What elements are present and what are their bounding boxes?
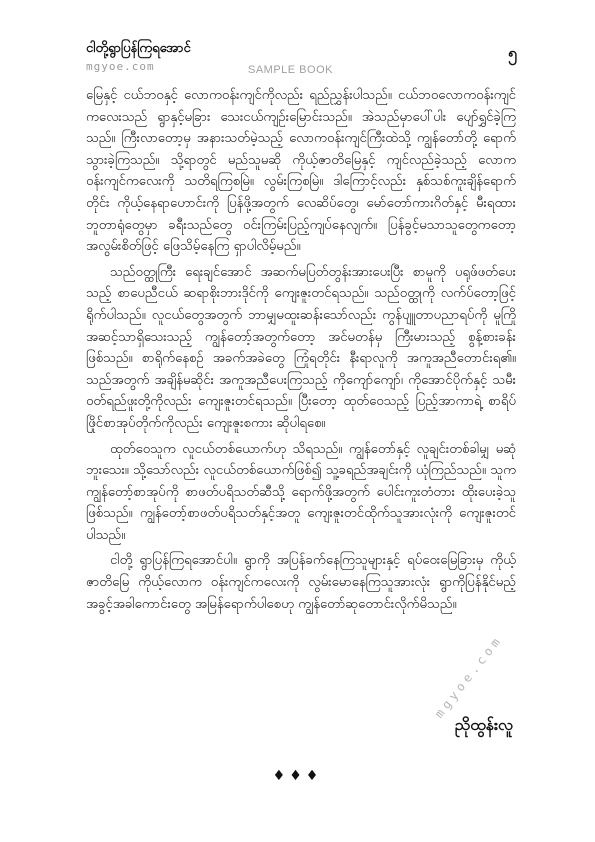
page-number: ၅ xyxy=(508,43,517,62)
paragraph-3: ထုတ်ဝေသူက လူငယ်တစ်ယောက်ဟု သိရသည်။ ကျွန်တော်နှင့် လူချင်းတစ်ခါမျှ မဆုံဘူးသေး။ သို့သော်လည်း လူငယ်တစ်ယောက်ဖြစ်၍ သူ့ခရည်အချင်းကို ယုံကြည်သည်။ သူက ကျွန်တော့်စာအုပ်ကို စာဖတ်ပရိသတ်ဆီသို့ ရောက်ဖို့အတွက် ပေါင်းကူးတံတား ထိုးပေးခဲ့သူဖြစ်သည်။ ကျွန်တော့်စာဖတ်ပရိသတ်နှင့်အတူ ကျေးဇူးတင်ထိုက်သူအားလုံးကို ကျေးဇူးတင်ပါသည်။ xyxy=(86,441,516,543)
sample-book-label: SAMPLE BOOK xyxy=(248,64,333,76)
author-signature: ညိုထွန်းလူ xyxy=(454,715,513,734)
body-text xyxy=(86,85,516,619)
paragraph-2: သည်ဝတ္ထုကြီး ရေးချင်အောင် အဆက်မပြတ်တွန်းအားပေးပြီး စာမူကို ပရုဖ်ဖတ်ပေးသည့် စာပေညီငယ် ဆရာစိုးဘားဒိုင်ကို ကျေးဇူးတင်ရသည်။ သည်ဝတ္ထုကို လက်ပ်တော့ဖြင့် ရိုက်ပါသည်။ လူငယ်တွေအတွက် ဘာမျှမထူးဆန်းသော်လည်း ကွန်ပျူတာပညာရပ်ကို မူကြိုအဆင့်သာရှိသေးသည့် ကျွန်တော့်အတွက်တော့ အင်မတန်မှ ကြီးမားသည့် စွန့်စားခန်းဖြစ်သည်။ စာရိုက်နေစဉ် အခက်အခဲတွေ ကြုံရတိုင်း နီးရာလူကို အကူအညီတောင်းရ၏။ သည်အတွက် အချိန်မဆိုင်း အကူအညီပေးကြသည့် ကိုကျော်ကျော်၊ ကိုအောင်ပိုက်နှင့် သမီးဝတ်ရည်ဖူးတို့ကိုလည်း ကျေးဇူးတင်ရသည်။ ပြီးတော့ ထုတ်ဝေသည့် ပြည့်အာကာရဲ့ စာရိပ်ဖြိုင်စာအုပ်တိုက်ကိုလည်း ကျေးဇူးစကား ဆိုပါရစေ။ xyxy=(86,264,516,431)
section-ornament: ♦♦♦ xyxy=(272,768,323,784)
watermark-diagonal: mgyoe.com xyxy=(432,632,506,721)
paragraph-1: မြေနှင့် ငယ်ဘဝနှင့် လောကဝန်းကျင်ကိုလည်း ရည်ညွှန်းပါသည်။ ငယ်ဘဝလောကဝန်းကျင်ကလေးသည် ရွာနှင့်မခြား သေးငယ်ကျဉ်းမြောင်းသည်။ အဲသည်မှာပေါ်ပါး ပျော်ရွှင်ခဲ့ကြသည်။ ကြီးလာတော့မှ အနားသတ်မဲ့သည့် လောကဝန်းကျင်ကြီးထဲသို့ ကျွန်တော်တို့ ရောက်သွားခဲ့ကြသည်။ သို့ရာတွင် မည်သူမဆို ကိုယ့်ဇာတိမြေနှင့် ကျင်လည်ခဲ့သည့် လောကဝန်းကျင်ကလေးကို သတိရကြစမြဲ။ လွမ်းကြစမြဲ။ ဒါကြောင့်လည်း နှစ်သစ်ကူးချိန်ရောက်တိုင်း ကိုယ့်နေရာဟောင်းကို ပြန်ဖို့အတွက် လေဆိပ်တွေ၊ မော်တော်ကားဂိတ်နှင့် မီးရထားဘူတာရုံတွေမှာ ခရီးသည်တွေ ဝင်းကြမ်းပြည့်ကျပ်နေလျက်။ ပြန်ခွင့်မသာသူတွေကတော့ အလွမ်းစိတ်ဖြင့် ဖြေသိမ့်နေကြ ရှာပါလိမ့်မည်။ xyxy=(86,88,516,255)
watermark-top: mgyoe.com xyxy=(86,60,155,73)
running-title: ငါတို့ရွာပြန်ကြရအောင် xyxy=(86,41,191,56)
paragraph-4: ငါတို့ ရွာပြန်ကြရအောင်ပါ။ ရွာကို အပြန်ခက်နေကြသူများနှင့် ရပ်ဝေးမြေခြားမှ ကိုယ့်ဇာတိမြေ ကိုယ့်လောက ဝန်းကျင်ကလေးကို လွမ်းမောနေကြသူအားလုံး ရွာကိုပြန်နိုင်မည့် အခွင့်အခါကောင်းတွေ အမြန်ရောက်ပါစေဟု ကျွန်တော်ဆုတောင်းလိုက်မိသည်။ xyxy=(86,553,516,612)
